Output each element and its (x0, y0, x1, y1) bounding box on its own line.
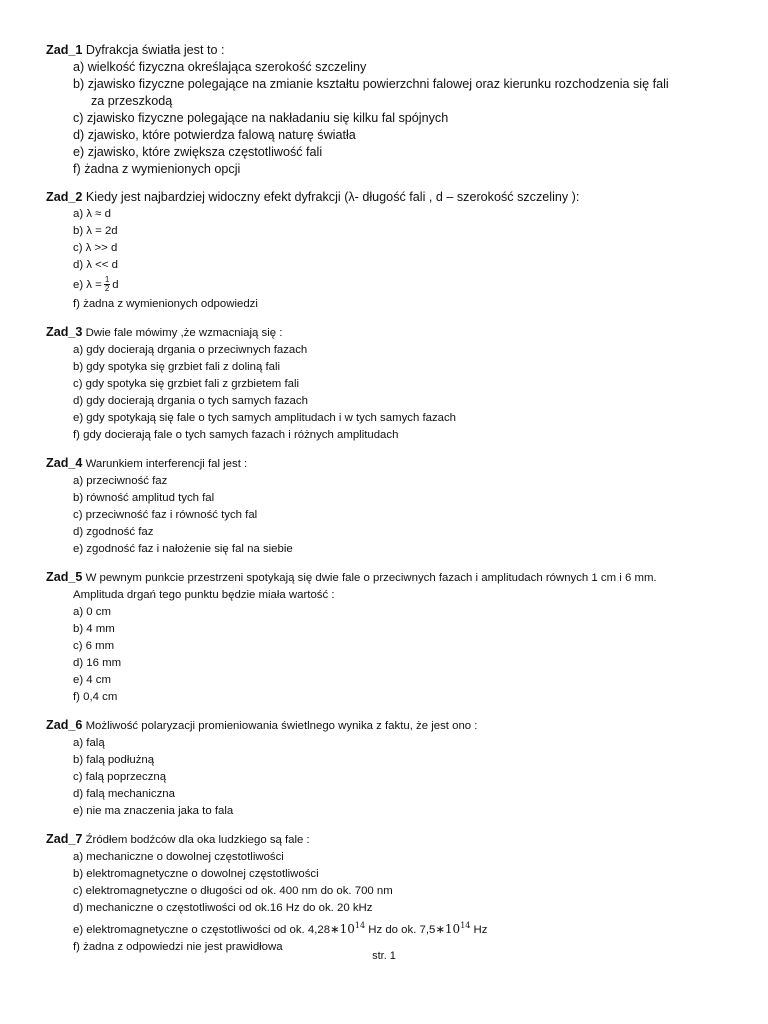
fraction-denominator: 2 (104, 284, 110, 294)
question-3-line (46, 324, 736, 342)
answer-option-suffix: d (112, 279, 119, 291)
answer-option: c) 6 mm (73, 640, 115, 652)
answer-option: e) gdy spotykają się fale o tych samych amplitudach i w tych samych fazach (73, 412, 457, 424)
question-4-line (46, 455, 736, 473)
answer-option: a) falą (73, 737, 105, 749)
power-of-ten (445, 922, 470, 936)
question-3 (46, 324, 736, 444)
question-label: Zad_7 (46, 832, 83, 846)
answer-option: b) λ = 2d (73, 225, 118, 237)
answer-options (46, 604, 736, 706)
question-text: Źródłem bodźców dla oka ludzkiego są fale : (82, 834, 310, 846)
answer-option: d) 16 mm (73, 657, 122, 669)
question-2-line (46, 189, 736, 206)
answer-option: e) zgodność faz i nałożenie się fal na siebie (73, 543, 293, 555)
answer-option: e) nie ma znaczenia jaka to fala (73, 805, 234, 817)
question-7 (46, 831, 736, 956)
answer-option-part: Hz do ok. 7,5∗ (365, 924, 445, 936)
question-7-line (46, 831, 736, 849)
answer-option-part: e) elektromagnetyczne o częstotliwości od ok. 4,28∗ (73, 924, 340, 936)
answer-option-prefix: e) λ = (73, 279, 102, 291)
fraction (104, 276, 110, 293)
answer-options (46, 849, 736, 956)
answer-option: a) 0 cm (73, 606, 111, 618)
answer-option: c) gdy spotyka się grzbiet fali z grzbietem fali (73, 378, 300, 390)
question-5-line (46, 569, 736, 587)
answer-option: a) mechaniczne o dowolnej częstotliwości (73, 851, 284, 863)
question-label: Zad_1 (46, 43, 83, 57)
answer-option-continuation: za przeszkodą (91, 94, 173, 108)
answer-option (73, 917, 736, 939)
question-text: W pewnym punkcie przestrzeni spotykają się dwie fale o przeciwnych fazach i amplitudach równych 1 cm i 6 mm. (82, 572, 657, 584)
answer-option: b) 4 mm (73, 623, 115, 635)
question-5-continuation: Amplituda drgań tego punktu będzie miała wartość : (73, 589, 335, 601)
answer-option-part: Hz (470, 924, 488, 936)
answer-option: f) gdy docierają fale o tych samych fazach i różnych amplitudach (73, 429, 399, 441)
power-base: 10 (444, 922, 461, 936)
answer-option: a) gdy docierają drgania o przeciwnych fazach (73, 344, 308, 356)
question-4 (46, 455, 736, 558)
answer-option: d) gdy docierają drgania o tych samych fazach (73, 395, 308, 407)
question-6-line (46, 717, 736, 735)
answer-option: c) falą poprzeczną (73, 771, 167, 783)
question-1 (46, 42, 736, 178)
answer-option: d) falą mechaniczna (73, 788, 175, 800)
question-label: Zad_2 (46, 190, 83, 204)
answer-option: f) żadna z odpowiedzi nie jest prawidłowa (73, 941, 283, 953)
answer-option: e) 4 cm (73, 674, 111, 686)
answer-option: c) elektromagnetyczne o długości od ok. 400 nm do ok. 700 nm (73, 885, 393, 897)
answer-option: b) równość amplitud tych fal (73, 492, 215, 504)
answer-option: f) 0,4 cm (73, 691, 118, 703)
question-label: Zad_3 (46, 325, 83, 339)
answer-option: c) zjawisko fizyczne polegające na nakładaniu się kilku fal spójnych (73, 111, 449, 125)
answer-option: b) zjawisko fizyczne polegające na zmianie kształtu powierzchni falowej oraz kierunku rozchodzenia się fali (73, 77, 669, 91)
answer-option (73, 274, 736, 296)
fraction-numerator: 1 (104, 275, 110, 285)
question-text: Kiedy jest najbardziej widoczny efekt dyfrakcji (λ- długość fali , d – szerokość szczeliny ): (82, 190, 580, 204)
question-label: Zad_6 (46, 718, 83, 732)
answer-options (46, 473, 736, 558)
answer-options (46, 59, 736, 178)
answer-options (46, 206, 736, 313)
answer-option: b) falą podłużną (73, 754, 155, 766)
question-text: Możliwość polaryzacji promieniowania świetlnego wynika z faktu, że jest ono : (82, 720, 478, 732)
answer-option: b) gdy spotyka się grzbiet fali z doliną fali (73, 361, 281, 373)
question-1-line (46, 42, 736, 59)
answer-option: a) wielkość fizyczna określająca szerokość szczeliny (73, 60, 367, 74)
answer-option: d) zjawisko, które potwierdza falową naturę światła (73, 128, 356, 142)
answer-option: d) mechaniczne o częstotliwości od ok.16 Hz do ok. 20 kHz (73, 902, 373, 914)
answer-options (46, 735, 736, 820)
answer-options (46, 342, 736, 444)
question-text: Warunkiem interferencji fal jest : (82, 458, 248, 470)
answer-option: c) przeciwność faz i równość tych fal (73, 509, 258, 521)
answer-option: f) żadna z wymienionych odpowiedzi (73, 298, 258, 310)
answer-option: c) λ >> d (73, 242, 118, 254)
power-of-ten (340, 922, 365, 936)
question-label: Zad_4 (46, 456, 83, 470)
power-base: 10 (339, 922, 355, 936)
answer-option: d) zgodność faz (73, 526, 154, 538)
answer-option: f) żadna z wymienionych opcji (73, 162, 241, 176)
power-exponent: 14 (354, 921, 366, 930)
answer-option: a) przeciwność faz (73, 475, 168, 487)
question-5 (46, 569, 736, 706)
question-6 (46, 717, 736, 820)
question-text: Dyfrakcja światła jest to : (82, 43, 225, 57)
question-text: Dwie fale mówimy ,że wzmacniają się : (82, 327, 283, 339)
answer-option: a) λ ≈ d (73, 208, 111, 220)
page-number: str. 1 (372, 950, 396, 962)
answer-option: d) λ << d (73, 259, 118, 271)
question-2 (46, 189, 736, 313)
answer-option: e) zjawisko, które zwiększa częstotliwość fali (73, 145, 323, 159)
document-page (46, 42, 736, 967)
answer-option: b) elektromagnetyczne o dowolnej częstotliwości (73, 868, 319, 880)
question-label: Zad_5 (46, 570, 83, 584)
power-exponent: 14 (460, 921, 471, 930)
